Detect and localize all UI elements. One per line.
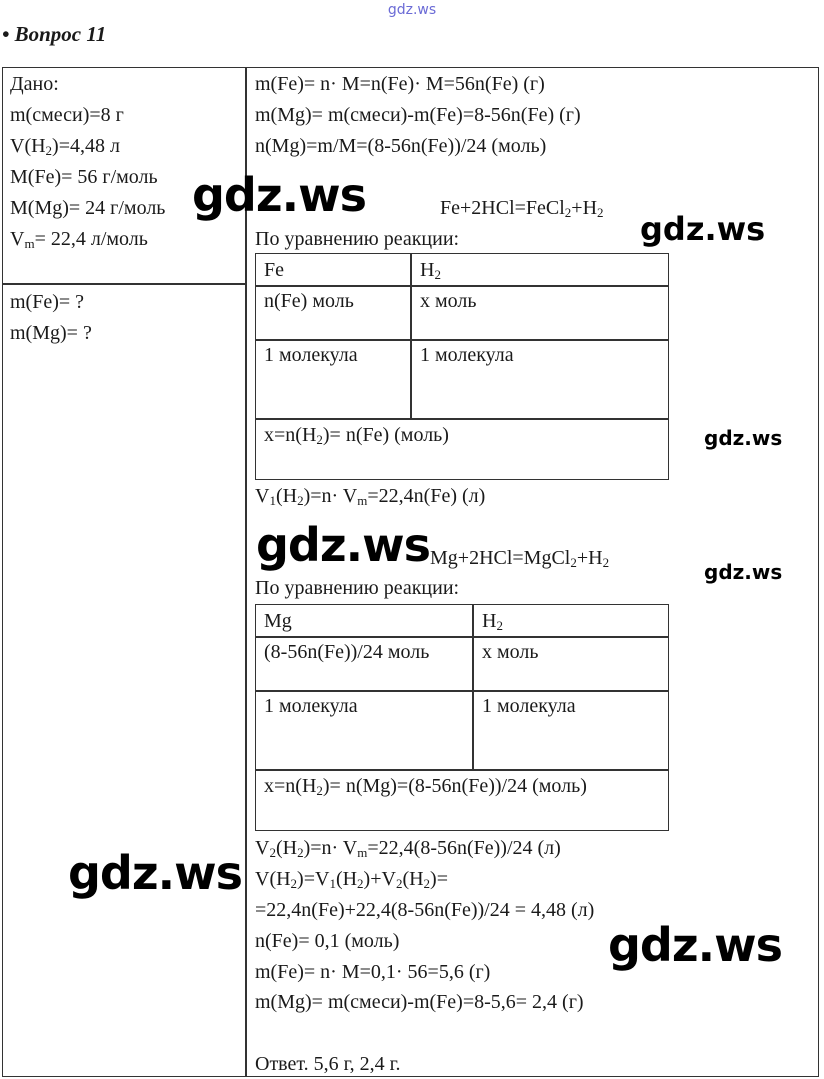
- table2-header-h2: $H_2$: [482, 610, 503, 633]
- watermark: gdz.ws: [68, 846, 242, 900]
- table1-header-h2: $H_2$: [420, 259, 441, 282]
- table1-header-fe: Fe: [264, 259, 284, 281]
- question-title: • Вопрос 11: [2, 22, 107, 46]
- vsum-line: $V(H_2)=V_1(H_2)+V_2(H_2)=$: [255, 868, 448, 891]
- given-line-mixture: m(смеси)=8 г: [10, 104, 124, 126]
- reaction-mg: $Mg+2HCl=MgCl_2+H_2$: [430, 547, 610, 570]
- table2-r1c2: x моль: [482, 641, 539, 663]
- given-line-mmg: M(Mg)= 24 г/моль: [10, 197, 166, 219]
- site-label[interactable]: gdz.ws: [387, 2, 437, 18]
- watermark: gdz.ws: [608, 918, 782, 972]
- table1-footer: $x=n(H_2)= n(Fe)$ (моль): [264, 424, 449, 447]
- given-find-divider: [2, 283, 246, 285]
- table2-r2c1: 1 молекула: [264, 695, 358, 717]
- watermark: gdz.ws: [704, 560, 783, 584]
- solution-line-3: n(Mg)=m/M=(8-56n(Fe))/24 (моль): [255, 135, 547, 157]
- v1-line: $V_1(H_2)=n\cdot V_m=22,4n(Fe)$ (л): [255, 485, 486, 508]
- table2-footer: $x=n(H_2)= n(Mg)=(8-56n(Fe))/24$ (моль): [264, 775, 587, 798]
- given-line-volume: $V(H_2)=4,48$ л: [10, 135, 120, 158]
- ratio-table-mg: [255, 604, 669, 831]
- find-line-fe: m(Fe)= ?: [10, 291, 85, 313]
- table2-r2c2: 1 молекула: [482, 695, 576, 717]
- watermark: gdz.ws: [256, 518, 430, 572]
- ratio-table-fe: [255, 253, 669, 480]
- nfe-line: n(Fe)= 0,1 (моль): [255, 930, 400, 952]
- find-line-mg: m(Mg)= ?: [10, 322, 92, 344]
- given-header: Дано:: [10, 73, 59, 95]
- given-line-vm: $V_m= 22,4$ л/моль: [10, 228, 148, 251]
- solution-line-2: m(Mg)= m(смеси)-m(Fe)=8-56n(Fe) (г): [255, 104, 581, 126]
- mfe-line: m(Fe)= n· M=0,1· 56=5,6 (г): [255, 961, 491, 983]
- watermark: gdz.ws: [704, 426, 783, 450]
- answer-line: Ответ. 5,6 г, 2,4 г.: [255, 1053, 401, 1075]
- mmg-line: m(Mg)= m(смеси)-m(Fe)=8-5,6= 2,4 (г): [255, 991, 584, 1013]
- reaction-fe: $Fe+2HCl=FeCl_2+H_2$: [440, 197, 604, 220]
- table2-r1c1: (8-56n(Fe))/24 моль: [264, 641, 430, 663]
- table1-r2c2: 1 молекула: [420, 344, 514, 366]
- table1-r1c2: x моль: [420, 290, 477, 312]
- table2-header-mg: Mg: [264, 610, 292, 632]
- by-equation-2: По уравнению реакции:: [255, 577, 460, 599]
- v2-line: $V_2(H_2)=n\cdot V_m=22,4(8-56n(Fe))/24$ (л): [255, 837, 561, 860]
- watermark: gdz.ws: [640, 210, 766, 248]
- by-equation-1: По уравнению реакции:: [255, 228, 460, 250]
- calc-line: =22,4n(Fe)+22,4(8-56n(Fe))/24 = 4,48 (л): [255, 899, 595, 921]
- watermark: gdz.ws: [192, 168, 366, 222]
- solution-line-1: m(Fe)= n· M=n(Fe)· M=56n(Fe) (г): [255, 73, 545, 95]
- given-line-mfe: M(Fe)= 56 г/моль: [10, 166, 158, 188]
- table1-r2c1: 1 молекула: [264, 344, 358, 366]
- table1-r1c1: n(Fe) моль: [264, 290, 354, 312]
